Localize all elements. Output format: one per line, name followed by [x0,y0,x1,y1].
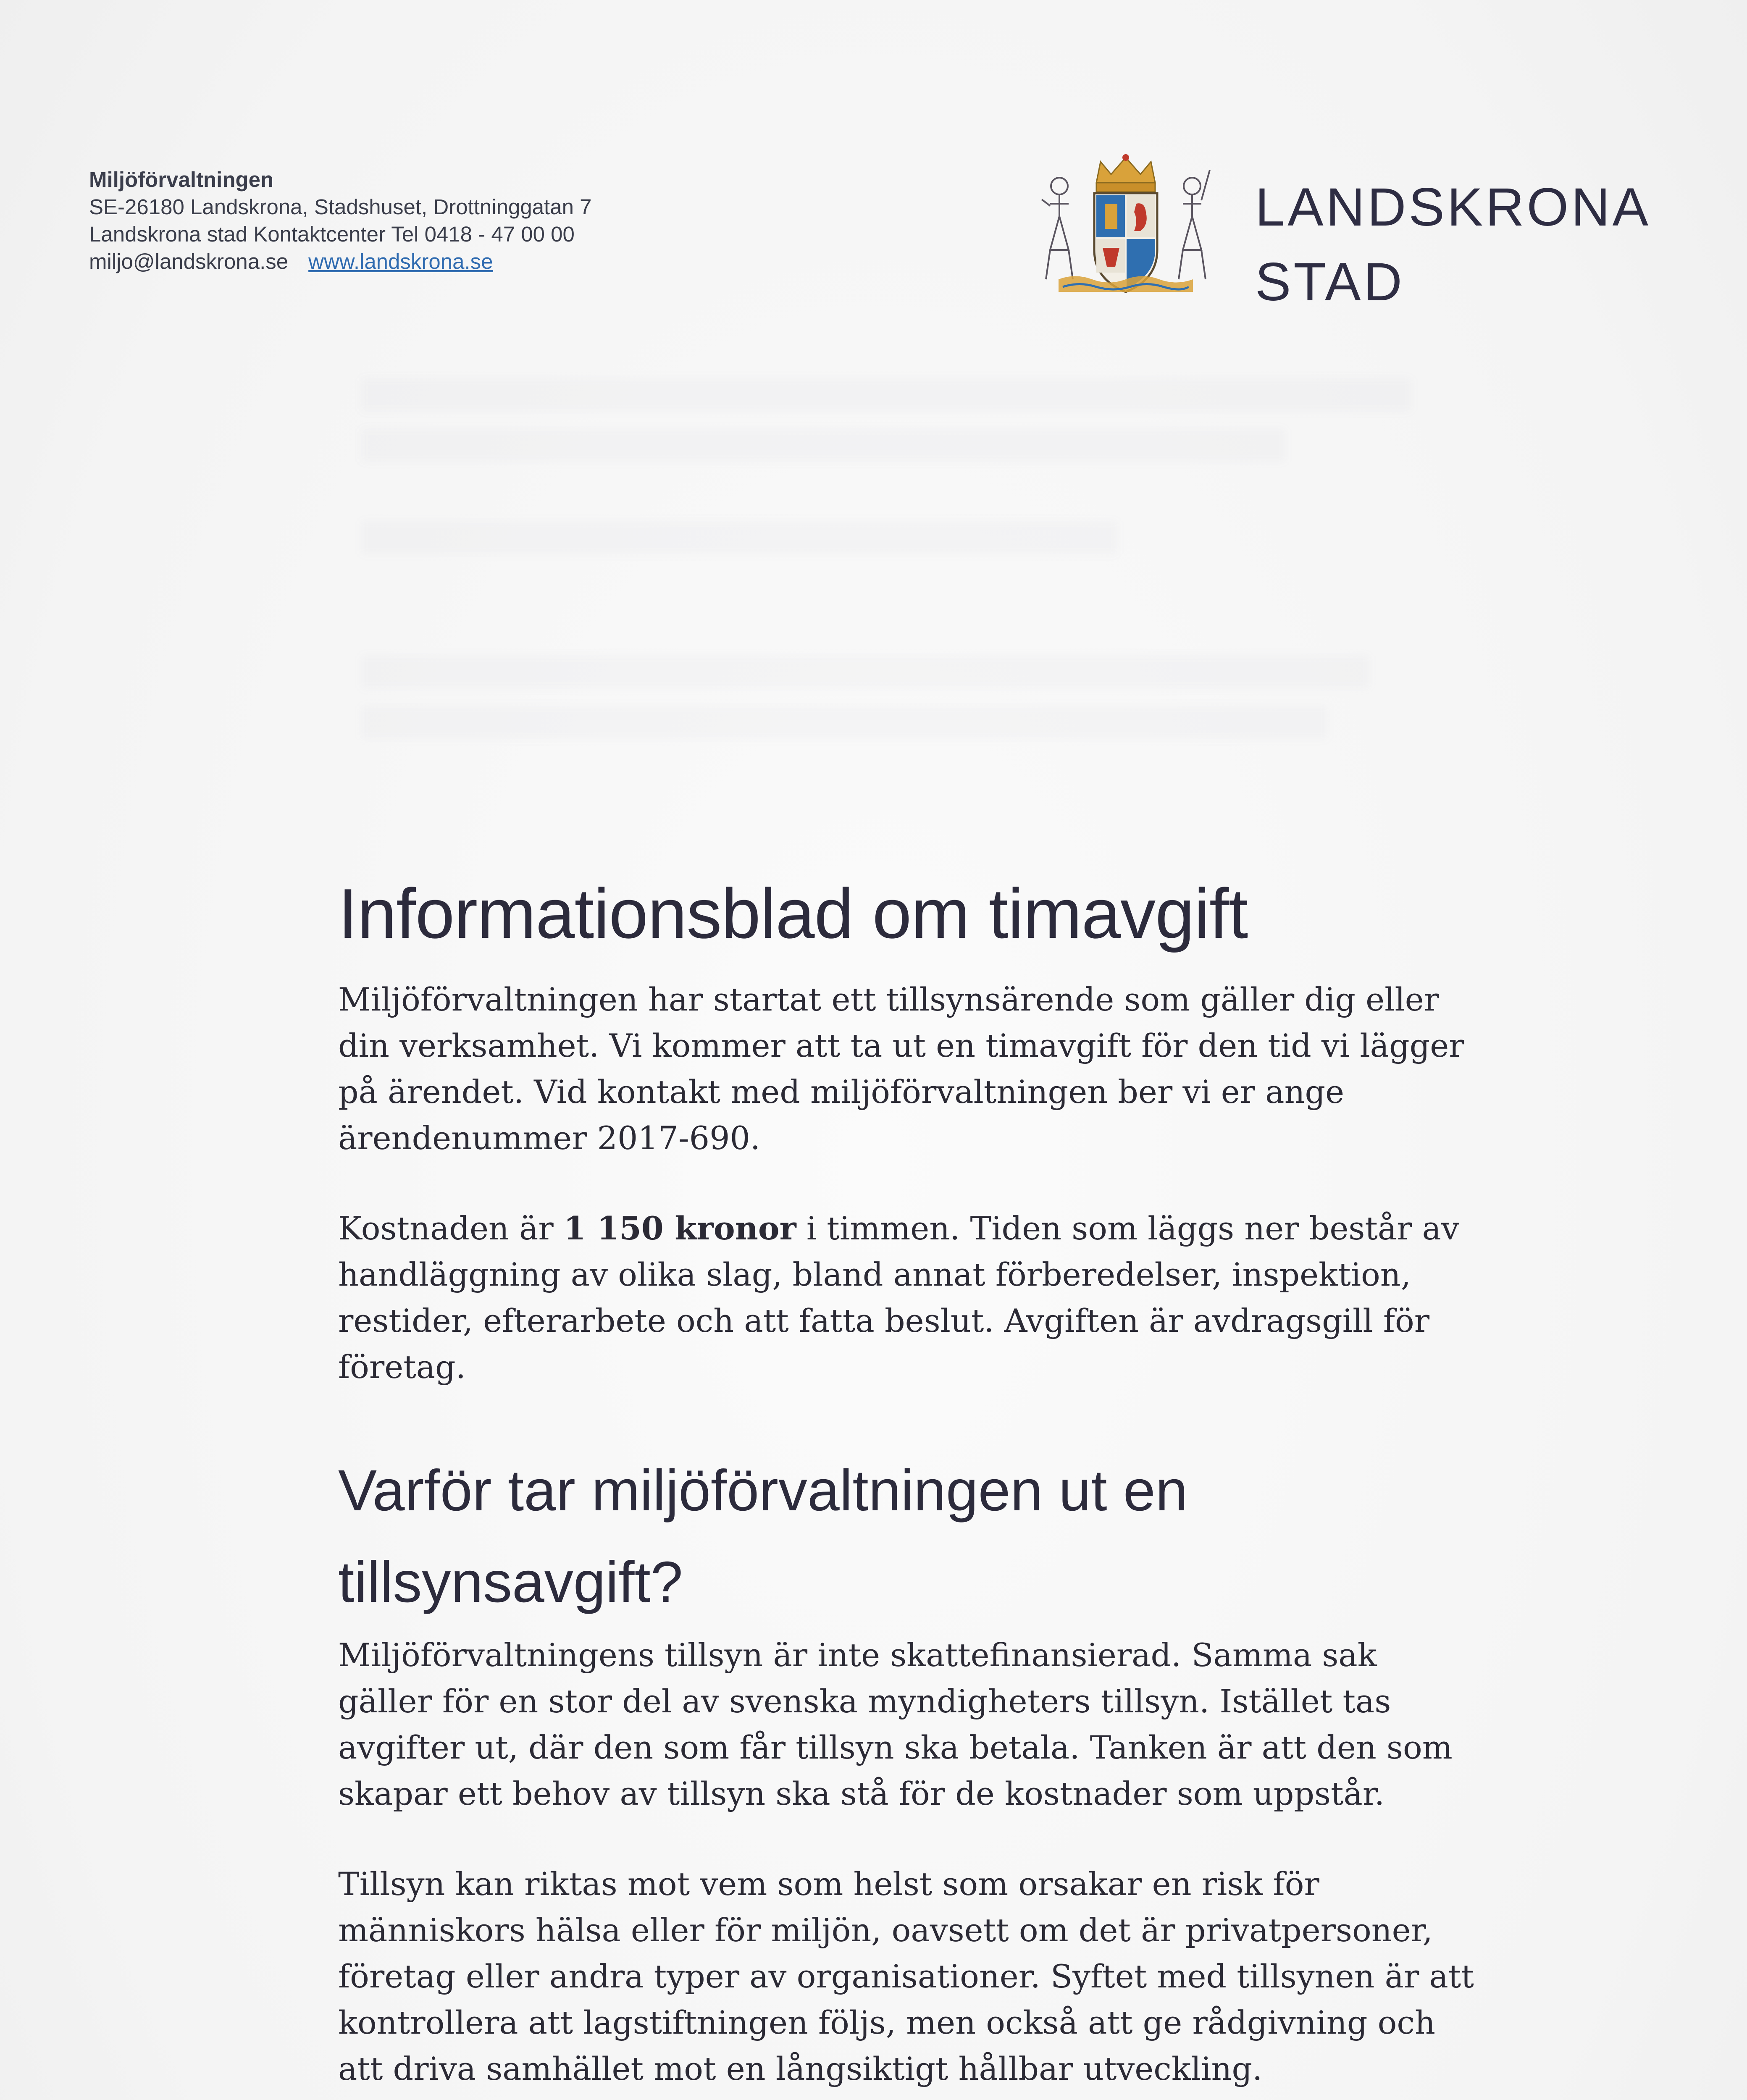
show-through-band [361,378,1411,412]
show-through-band [361,521,1117,554]
sender-block [89,166,591,275]
show-through-band [361,428,1285,462]
sender-email-row [89,248,591,275]
hourly-rate: 1 150 kronor [563,1210,796,1247]
brand-line-2: STAD [1255,252,1405,312]
brand-wordmark [1255,170,1651,320]
paragraph-intro: Miljöförvaltningen har startat ett tillsynsärende som gäller dig eller din verksamhet. Vi kommer att ta ut en timavgift för den tid vi lägger på ärendet. Vid kontakt med miljöförvaltningen ber vi er ange ärendenummer 2017-690. [338,981,1464,1157]
show-through-band [361,706,1327,739]
show-through-band [361,655,1369,689]
coat-of-arms-icon [1033,153,1218,302]
sender-email: miljo@landskrona.se [89,249,289,273]
sender-contact: Landskrona stad Kontaktcenter Tel 0418 - 47 00 00 [89,222,575,246]
paragraph-cost-lead: Kostnaden är [338,1210,564,1247]
section-heading: Varför tar miljöförvaltningen ut en tillsynsavgift? [338,1458,1188,1614]
sender-website-link[interactable]: www.landskrona.se [308,249,493,273]
paragraph-financing: Miljöförvaltningens tillsyn är inte skattefinansierad. Samma sak gäller för en stor del av svenska myndigheters tillsyn. Istället tas avgifter ut, där den som får tillsyn ska betala. Tanken är att den som skapar ett behov av tillsyn ska stå för de kostnader som uppstår. [338,1636,1453,1812]
paragraph-cost-rest: i timmen. Tiden som läggs ner består av handläggning av olika slag, bland annat förberedelser, inspektion, restider, efterarbete och att fatta beslut. Avgiften är avdragsgill för företag. [338,1210,1459,1386]
paragraph-cost [338,1205,1481,1390]
paragraph-scope: Tillsyn kan riktas mot vem som helst som orsakar en risk för människors hälsa eller för miljön, oavsett om det är privatpersoner, företag eller andra typer av organisationer. Syftet med tillsynen är att kontrollera att lagstiftningen följs, men också att ge rådgivning och att driva samhället mot en långsiktigt hållbar utveckling. [338,1865,1474,2087]
sender-org: Miljöförvaltningen [89,168,274,192]
document-title: Informationsblad om timavgift [338,874,1248,953]
document-body [338,865,1481,2100]
brand-line-1: LANDSKRONA [1255,177,1651,237]
sender-address: SE-26180 Landskrona, Stadshuset, Drottninggatan 7 [89,195,592,219]
